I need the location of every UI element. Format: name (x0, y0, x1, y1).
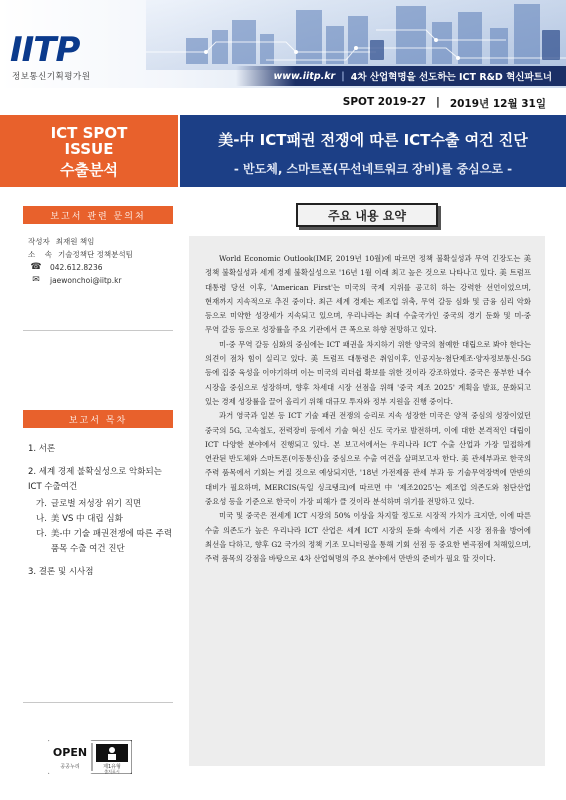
toc-item-1[interactable]: 1. 서론 (28, 444, 56, 454)
email-address[interactable]: jaewonchoi@iitp.kr (50, 276, 122, 285)
header-banner (0, 0, 566, 88)
phone-number: 042.612.8236 (50, 263, 103, 272)
mail-icon: ✉ (32, 275, 40, 285)
toc-item-2c-mark: 다. (36, 529, 47, 539)
toc-item-2c-label: 美-中 기술 패권전쟁에 따른 주력 품목 수출 여건 진단 (50, 529, 173, 554)
email-row (28, 274, 178, 287)
issue-line-separator: | (435, 96, 440, 108)
phone-row (28, 261, 178, 274)
sidebar-divider (23, 330, 173, 331)
affiliation-label: 소 속 (28, 250, 53, 259)
site-url-link[interactable]: www.iitp.kr (273, 70, 336, 82)
license-type-label: 제1유형 (103, 764, 121, 770)
license-open-sub: 공공누리 (60, 764, 80, 770)
table-of-contents (28, 442, 178, 588)
phone-icon: ☎ (30, 262, 42, 272)
toc-item-3[interactable]: 3. 결론 및 시사점 (28, 567, 94, 577)
toc-item-2[interactable]: 2. 세계 경제 불확실성으로 악화되는 ICT 수출여건 (28, 467, 162, 492)
tagline-separator: | (341, 70, 345, 82)
issue-type-block (0, 115, 178, 187)
tagline-strip (236, 66, 566, 86)
contact-heading: 보고서 관련 문의처 (23, 206, 173, 224)
toc-subitems (28, 497, 178, 557)
toc-item-2b[interactable] (36, 512, 178, 527)
summary-paragraph: 미국 및 중국은 전세계 ICT 시장의 50% 이상을 차지할 정도로 시장적 가치가 크지만, 이에 따른 수출 의존도가 높은 우리나라 ICT 산업은 세계 ICT 시장의 둔화 속에서 기존 시장 점유율 방어에 최선을 다하고, 향후 G2 국가의 정책 기조 모니터링을 통해 기회 선점 등 중요한 변곡점에 처해있으며, 주력 품목의 강점을 바탕으로 4차 산업혁명의 주요 분야에서 만반의 준비가 필요 할 것이다. (205, 511, 531, 564)
spot-number: SPOT 2019-27 (342, 96, 426, 108)
affiliation-row (28, 248, 178, 261)
affiliation-name: 기술정책단 정책분석팀 (58, 250, 133, 259)
logo-subtitle: 정보통신기획평가원 (12, 72, 91, 82)
toc-item-2a-label: 글로벌 저성장 위기 직면 (50, 499, 142, 509)
kogl-license-badge (48, 740, 132, 774)
toc-item-2b-label: 美 VS 中 대립 심화 (50, 514, 123, 524)
issue-category: 수출분석 (60, 161, 118, 179)
author-label: 작성자 (28, 237, 50, 246)
iitp-logo[interactable]: IITP (10, 30, 80, 70)
summary-paragraph: 과거 영국과 일본 등 ICT 기술 패권 전쟁의 승리로 지속 성장한 미국은 양적 중심의 성장이었던 중국의 5G, 고속철도, 전력장비 등에서 기술 혁신 신도 국가로 발전하며, 이에 대한 본격적인 대립이 ICT 다양한 분야에서 진행되고 있다. 본 보고서에서는 우리나라 ICT 수출 산업과 가장 밀접하게 연관된 반도체와 스마트폰(이동통신)을 중심으로 수출 여건을 살펴보고자 한다. 美 관세부과로 한국의 주력 품목에서 기회는 커질 것으로 예상되지만, '18년 가전제품 관세 부과 등 기술무역장벽에 만반의 대비가 필요하며, MERCIS(독일 싱크탱크)에 따르면 中 '제조2025'는 제조업 의존도와 첨단산업 중요성 등을 기준으로 한국이 가장 피해가 클 것이라 분석하며 위기를 전망하고 있다. (205, 411, 531, 507)
toc-heading: 보고서 목차 (23, 410, 173, 428)
license-type-sub: 출처표시 (104, 769, 120, 774)
issue-series-label: ICT SPOT (50, 124, 128, 142)
report-title: 美-中 ICT패권 전쟁에 따른 ICT수출 여건 진단 (218, 131, 528, 149)
tagline-text: 4차 산업혁명을 선도하는 ICT R&D 혁신파트너 (350, 72, 552, 83)
circuit-city-illustration (146, 0, 566, 70)
author-row (28, 235, 178, 248)
toc-item-2a[interactable] (36, 497, 178, 512)
toc-item-2c[interactable] (36, 527, 178, 557)
toc-item-2b-mark: 나. (36, 514, 47, 524)
summary-heading: 주요 내용 요약 (296, 203, 438, 227)
issue-line (0, 96, 566, 112)
toc-item-2a-mark: 가. (36, 499, 47, 509)
summary-paragraph: 미-중 무역 갈등 심화의 중심에는 ICT 패권을 차지하기 위한 양국의 첨예한 대립으로 봐야 한다는 의견이 점차 힘이 실리고 있다. 美 트럼프 대통령은 취임이후, 인공지능·첨단제조·양자정보통신·5G 등에 집중 육성을 이야기하며 이는 미국의 리더쉽 확보를 위한 것이라 강조하였다. 중국은 풍부한 내수 시장을 중심으로 성장하며, 향후 차세대 시장 선점을 위해 '중국 제조 2025' 계획을 발표, 문화되고 있는 경제 성장률을 끌어 올리기 위해 대규모 투자와 정부 지원을 진행 중이다. (205, 339, 531, 406)
contact-info (28, 235, 178, 287)
summary-body (189, 236, 545, 766)
issue-date: 2019년 12월 31일 (449, 98, 546, 110)
sidebar-divider-bottom (23, 702, 173, 703)
summary-paragraph: World Economic Outlook(IMF, 2019년 10월)에 따르면 정책 불확실성과 무역 긴장도는 美 정책 불확실성과 세계 경제 불확실성으로 '16년 1월 이래 최고 높은 것으로 나타나고 있다. 美 트럼프 대통령 당선 이후, 'American First'는 미국의 국제 지위를 공고히 하는 강력한 선언이었으며, 현재까지 지속적으로 추진 중이다. 최근 세계 경제는 제조업 위축, 무역 갈등 심화 및 금융 심리 악화 등으로 미약한 성장세가 지속되고 있으며, 우리나라는 최대 수출국가인 중국의 경기 둔화 및 미-중 무역 갈등 등으로 성장률을 주요 기관에서 큰 폭으로 하향 전망하고 있다. (205, 254, 531, 335)
author-name: 최재원 책임 (55, 237, 95, 246)
issue-series-label-2: ISSUE (64, 140, 114, 158)
report-title-block (180, 115, 566, 187)
license-open-label: OPEN (52, 746, 88, 759)
report-subtitle: - 반도체, 스마트폰(무선네트워크 장비)를 중심으로 - (233, 162, 513, 176)
